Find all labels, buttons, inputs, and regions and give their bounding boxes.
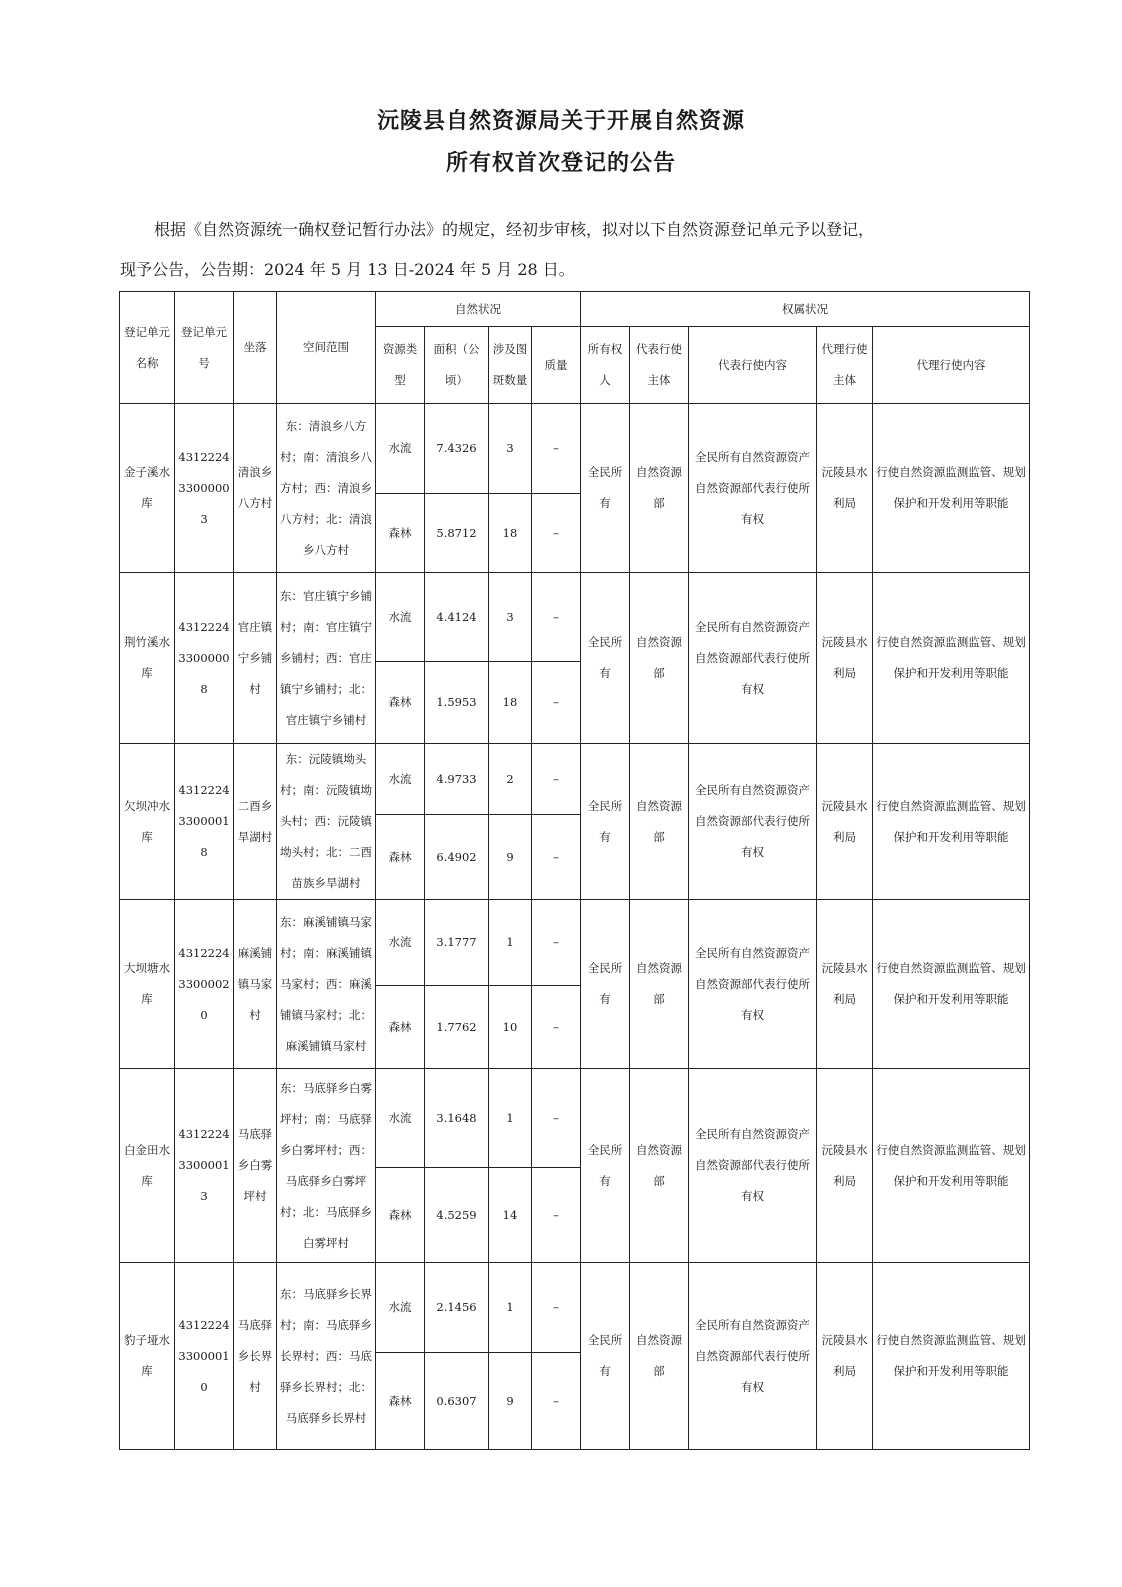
header-location: 坐落 [234, 292, 277, 404]
unit-name-cell: 金子溪水库 [120, 404, 175, 573]
quality-cell: – [532, 1353, 581, 1450]
header-resource-type: 资源类型 [376, 327, 425, 404]
rep-content-cell: 全民所有自然资源资产自然资源部代表行使所有权 [689, 1069, 817, 1263]
table-row [120, 404, 1030, 494]
unit-no-cell: 431222433000003 [175, 404, 234, 573]
resource-type-cell: 水流 [376, 900, 425, 986]
header-owner: 所有权人 [581, 327, 630, 404]
rep-subject-cell: 自然资源部 [630, 573, 689, 744]
unit-name-cell: 欠坝冲水库 [120, 744, 175, 900]
header-agent-content: 代理行使内容 [873, 327, 1030, 404]
notice-title-line-2: 所有权首次登记的公告 [445, 151, 676, 176]
rep-subject-cell: 自然资源部 [630, 1263, 689, 1450]
header-unit-name: 登记单元名称 [120, 292, 175, 404]
quality-cell: – [532, 744, 581, 815]
resource-type-cell: 森林 [376, 494, 425, 573]
space-range-cell: 东：清浪乡八方村；南：清浪乡八方村；西：清浪乡八方村；北：清浪乡八方村 [277, 404, 376, 573]
resource-type-cell: 森林 [376, 1168, 425, 1263]
header-row-1 [120, 292, 1030, 327]
resource-type-cell: 水流 [376, 573, 425, 662]
patch-count-cell: 18 [489, 494, 532, 573]
unit-no-cell: 431222433000013 [175, 1069, 234, 1263]
area-cell: 4.9733 [425, 744, 489, 815]
resource-type-cell: 森林 [376, 662, 425, 744]
patch-count-cell: 10 [489, 986, 532, 1069]
rep-subject-cell: 自然资源部 [630, 744, 689, 900]
area-cell: 7.4326 [425, 404, 489, 494]
agent-content-cell: 行使自然资源监测监管、规划保护和开发利用等职能 [873, 573, 1030, 744]
area-cell: 2.1456 [425, 1263, 489, 1353]
header-quality: 质量 [532, 327, 581, 404]
agent-subject-cell: 沅陵县水利局 [817, 1263, 873, 1450]
table-row [120, 573, 1030, 662]
location-cell: 二酉乡旱湖村 [234, 744, 277, 900]
agent-content-cell: 行使自然资源监测监管、规划保护和开发利用等职能 [873, 1069, 1030, 1263]
owner-cell: 全民所有 [581, 404, 630, 573]
unit-name-cell: 白金田水库 [120, 1069, 175, 1263]
location-cell: 麻溪铺镇马家村 [234, 900, 277, 1069]
agent-subject-cell: 沅陵县水利局 [817, 744, 873, 900]
resource-type-cell: 森林 [376, 986, 425, 1069]
header-unit-no: 登记单元号 [175, 292, 234, 404]
header-rep-content: 代表行使内容 [689, 327, 817, 404]
agent-subject-cell: 沅陵县水利局 [817, 404, 873, 573]
area-cell: 3.1777 [425, 900, 489, 986]
table-row [120, 1263, 1030, 1353]
rep-content-cell: 全民所有自然资源资产自然资源部代表行使所有权 [689, 1263, 817, 1450]
agent-subject-cell: 沅陵县水利局 [817, 1069, 873, 1263]
area-cell: 4.5259 [425, 1168, 489, 1263]
rep-content-cell: 全民所有自然资源资产自然资源部代表行使所有权 [689, 744, 817, 900]
space-range-cell: 东：马底驿乡长界村；南：马底驿乡长界村；西：马底驿乡长界村；北：马底驿乡长界村 [277, 1263, 376, 1450]
unit-name-cell: 荆竹溪水库 [120, 573, 175, 744]
intro-paragraph-line-1: 根据《自然资源统一确权登记暂行办法》的规定，经初步审核，拟对以下自然资源登记单元予以登记， [154, 220, 875, 239]
quality-cell: – [532, 900, 581, 986]
agent-content-cell: 行使自然资源监测监管、规划保护和开发利用等职能 [873, 744, 1030, 900]
rep-content-cell: 全民所有自然资源资产自然资源部代表行使所有权 [689, 573, 817, 744]
quality-cell: – [532, 1069, 581, 1168]
rep-content-cell: 全民所有自然资源资产自然资源部代表行使所有权 [689, 404, 817, 573]
patch-count-cell: 9 [489, 815, 532, 900]
quality-cell: – [532, 1263, 581, 1353]
owner-cell: 全民所有 [581, 900, 630, 1069]
patch-count-cell: 3 [489, 573, 532, 662]
area-cell: 1.7762 [425, 986, 489, 1069]
space-range-cell: 东：马底驿乡白雾坪村；南：马底驿乡白雾坪村；西：马底驿乡白雾坪村；北：马底驿乡白雾坪村 [277, 1069, 376, 1263]
quality-cell: – [532, 573, 581, 662]
patch-count-cell: 1 [489, 1263, 532, 1353]
area-cell: 1.5953 [425, 662, 489, 744]
header-natural-status: 自然状况 [376, 292, 581, 327]
owner-cell: 全民所有 [581, 1263, 630, 1450]
location-cell: 清浪乡八方村 [234, 404, 277, 573]
patch-count-cell: 9 [489, 1353, 532, 1450]
quality-cell: – [532, 494, 581, 573]
space-range-cell: 东：沅陵镇坳头村；南：沅陵镇坳头村；西：沅陵镇坳头村；北：二酉苗族乡旱湖村 [277, 744, 376, 900]
location-cell: 马底驿乡长界村 [234, 1263, 277, 1450]
table-row [120, 744, 1030, 815]
agent-subject-cell: 沅陵县水利局 [817, 900, 873, 1069]
rep-content-cell: 全民所有自然资源资产自然资源部代表行使所有权 [689, 900, 817, 1069]
location-cell: 官庄镇宁乡铺村 [234, 573, 277, 744]
header-agent-subject: 代理行使主体 [817, 327, 873, 404]
area-cell: 6.4902 [425, 815, 489, 900]
header-ownership-status: 权属状况 [581, 292, 1030, 327]
unit-no-cell: 431222433000020 [175, 900, 234, 1069]
owner-cell: 全民所有 [581, 573, 630, 744]
patch-count-cell: 1 [489, 1069, 532, 1168]
owner-cell: 全民所有 [581, 744, 630, 900]
rep-subject-cell: 自然资源部 [630, 404, 689, 573]
owner-cell: 全民所有 [581, 1069, 630, 1263]
resource-type-cell: 水流 [376, 744, 425, 815]
patch-count-cell: 2 [489, 744, 532, 815]
area-cell: 5.8712 [425, 494, 489, 573]
header-rep-subject: 代表行使主体 [630, 327, 689, 404]
area-cell: 0.6307 [425, 1353, 489, 1450]
area-cell: 4.4124 [425, 573, 489, 662]
resource-type-cell: 水流 [376, 1263, 425, 1353]
unit-name-cell: 豹子垭水库 [120, 1263, 175, 1450]
resource-type-cell: 森林 [376, 1353, 425, 1450]
patch-count-cell: 1 [489, 900, 532, 986]
intro-paragraph-line-2: 现予公告，公告期：2024 年 5 月 13 日-2024 年 5 月 28 日。 [120, 260, 575, 279]
unit-no-cell: 431222433000018 [175, 744, 234, 900]
agent-subject-cell: 沅陵县水利局 [817, 573, 873, 744]
quality-cell: – [532, 662, 581, 744]
table-row [120, 1069, 1030, 1168]
agent-content-cell: 行使自然资源监测监管、规划保护和开发利用等职能 [873, 404, 1030, 573]
header-patch-count: 涉及图斑数量 [489, 327, 532, 404]
unit-no-cell: 431222433000008 [175, 573, 234, 744]
patch-count-cell: 3 [489, 404, 532, 494]
rep-subject-cell: 自然资源部 [630, 1069, 689, 1263]
unit-name-cell: 大坝塘水库 [120, 900, 175, 1069]
resource-type-cell: 水流 [376, 1069, 425, 1168]
table-row [120, 900, 1030, 986]
notice-title-line-1: 沅陵县自然资源局关于开展自然资源 [376, 109, 745, 134]
quality-cell: – [532, 1168, 581, 1263]
quality-cell: – [532, 986, 581, 1069]
agent-content-cell: 行使自然资源监测监管、规划保护和开发利用等职能 [873, 900, 1030, 1069]
quality-cell: – [532, 404, 581, 494]
agent-content-cell: 行使自然资源监测监管、规划保护和开发利用等职能 [873, 1263, 1030, 1450]
location-cell: 马底驿乡白雾坪村 [234, 1069, 277, 1263]
patch-count-cell: 14 [489, 1168, 532, 1263]
space-range-cell: 东：麻溪铺镇马家村；南：麻溪铺镇马家村；西：麻溪铺镇马家村；北：麻溪铺镇马家村 [277, 900, 376, 1069]
header-space: 空间范围 [277, 292, 376, 404]
area-cell: 3.1648 [425, 1069, 489, 1168]
space-range-cell: 东：官庄镇宁乡铺村；南：官庄镇宁乡铺村；西：官庄镇宁乡铺村；北：官庄镇宁乡铺村 [277, 573, 376, 744]
rep-subject-cell: 自然资源部 [630, 900, 689, 1069]
unit-no-cell: 431222433000010 [175, 1263, 234, 1450]
patch-count-cell: 18 [489, 662, 532, 744]
registration-table [119, 291, 1030, 1450]
header-area: 面积（公顷） [425, 327, 489, 404]
quality-cell: – [532, 815, 581, 900]
resource-type-cell: 水流 [376, 404, 425, 494]
resource-type-cell: 森林 [376, 815, 425, 900]
